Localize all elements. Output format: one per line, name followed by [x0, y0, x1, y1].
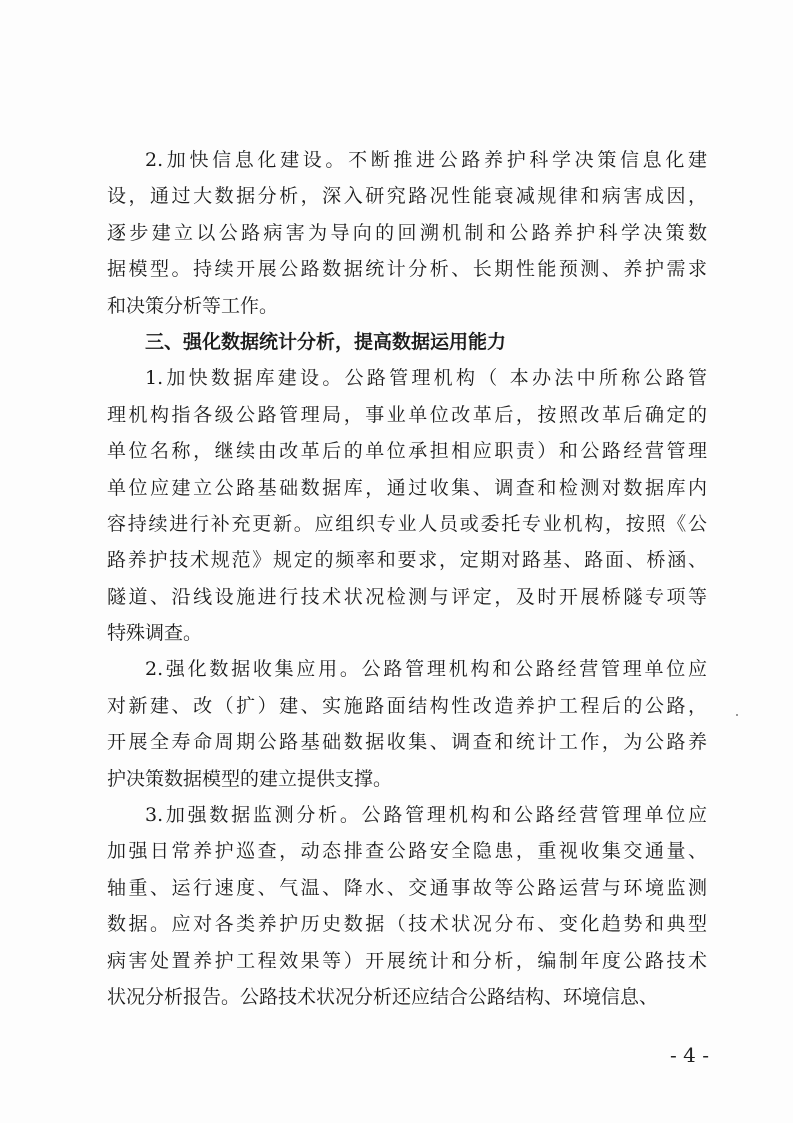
paragraph	[107, 142, 707, 324]
text-line: 隧道、沿线设施进行技术状况检测与评定，及时开展桥隧专项等	[107, 585, 707, 608]
paragraph	[107, 651, 707, 797]
text-line: 特殊调查。	[107, 622, 203, 645]
text-line: 护决策数据模型的建立提供支撑。	[107, 767, 393, 790]
paragraph	[107, 360, 707, 651]
text-line: 状况分析报告。公路技术状况分析还应结合公路结构、环境信息、	[107, 985, 659, 1008]
text-line: 数据。应对各类养护历史数据（技术状况分布、变化趋势和典型	[107, 913, 707, 936]
text-line: 2.强化数据收集应用。公路管理机构和公路经营管理单位应	[145, 658, 707, 681]
text-line: 对新建、改（扩）建、实施路面结构性改造养护工程后的公路，	[107, 694, 707, 717]
text-line: 理机构指各级公路管理局，事业单位改革后，按照改革后确定的	[107, 403, 707, 426]
text-line: 3.加强数据监测分析。公路管理机构和公路经营管理单位应	[145, 804, 707, 827]
text-line: 据模型。持续开展公路数据统计分析、长期性能预测、养护需求	[107, 258, 707, 281]
page-number: - 4 -	[670, 1043, 709, 1067]
paragraph	[107, 797, 707, 1015]
text-line: 1.加快数据库建设。公路管理机构（ 本办法中所称公路管	[145, 367, 707, 390]
text-line: 容持续进行补充更新。应组织专业人员或委托专业机构，按照《公	[107, 512, 707, 535]
text-line: 2.加快信息化建设。不断推进公路养护科学决策信息化建	[145, 149, 707, 171]
section-heading	[107, 324, 707, 360]
text-line: 加强日常养护巡查，动态排查公路安全隐患，重视收集交通量、	[107, 840, 707, 863]
text-line: 逐步建立以公路病害为导向的回溯机制和公路养护科学决策数	[107, 221, 707, 244]
heading-text: 三、强化数据统计分析，提高数据运用能力	[145, 330, 507, 353]
text-line: 病害处置养护工程效果等）开展统计和分析，编制年度公路技术	[107, 949, 707, 972]
text-line: 设，通过大数据分析，深入研究路况性能衰减规律和病害成因，	[107, 185, 707, 208]
text-line: 和决策分析等工作。	[107, 294, 279, 317]
text-line: 单位应建立公路基础数据库，通过收集、调查和检测对数据库内	[107, 476, 707, 499]
text-line: 开展全寿命周期公路基础数据收集、调查和统计工作，为公路养	[107, 731, 707, 754]
text-line: 轴重、运行速度、气温、降水、交通事故等公路运营与环境监测	[107, 876, 707, 899]
text-line: 单位名称，继续由改革后的单位承担相应职责）和公路经营管理	[107, 440, 707, 463]
scan-speck	[736, 714, 738, 716]
text-line: 路养护技术规范》规定的频率和要求，定期对路基、路面、桥涵、	[107, 549, 707, 572]
document-body	[107, 142, 707, 1015]
